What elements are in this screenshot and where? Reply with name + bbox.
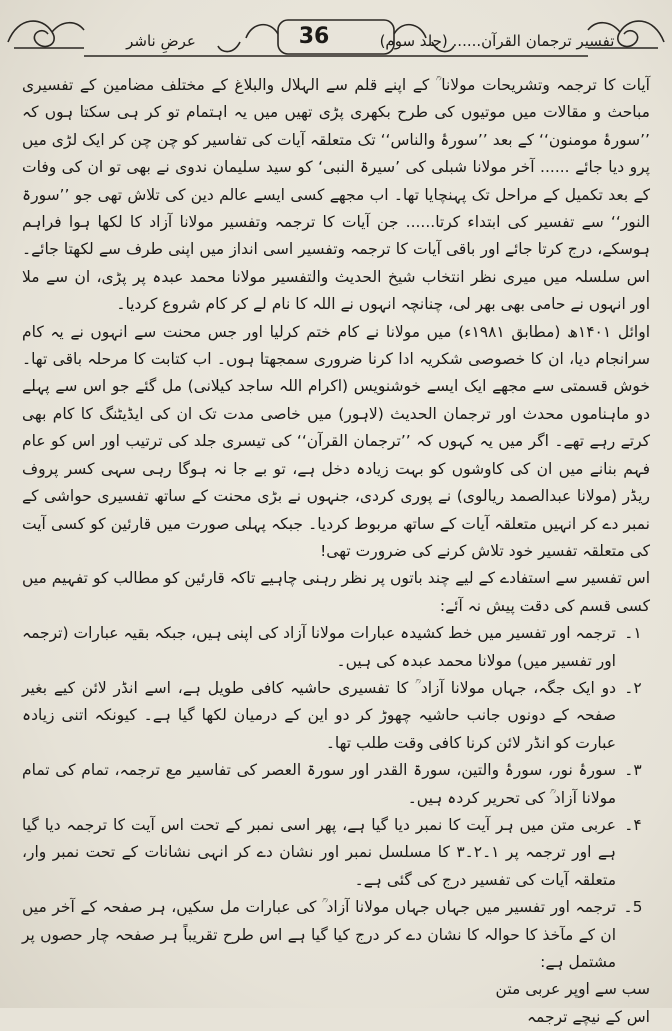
list-item: [22, 812, 650, 894]
paragraph-acknowledgement: اوائل ۱۴۰۱ھ (مطابق ۱۹۸۱ء) میں مولانا نے کام ختم کرلیا اور جس محنت سے انہوں نے یہ کام سرانجام دیا، ان کا خصوصی شکریہ ادا کرنا ضروری سمجھتا ہوں۔ اب کتابت کا مرحلہ باقی تھا۔ خوش قسمتی سے مجھے ایک ایسے خوشنویس (اکرام اللہ ساجد کیلانی) مل گئے جو اس سے پہلے دو ماہناموں محدث اور ترجمان الحدیث (لاہور) میں خاصی مدت تک ان کی ایڈیٹنگ کا کام بھی کرتے رہے تھے۔ اگر میں یہ کہوں کہ ’’ترجمان القرآن‘‘ کی تیسری جلد کی ترتیب اور اس کو عام فہم بنانے میں ان کی کاوشوں کو بہت زیادہ دخل ہے، تو بے جا نہ ہوگا رہی سہی کسر پروف ریڈر (مولانا عبدالصمد ریالوی) نے پوری کردی، جنہوں نے بڑی محنت کے ساتھ تفسیری حواشی کے نمبر دے کر انہیں متعلقہ آیات کے ساتھ مربوط کردیا۔ جبکہ پہلی صورت میں قارئین کو کسی آیت کی متعلقہ تفسیر خود تلاش کرنے کی ضرورت تھی!: [22, 322, 651, 560]
header-book-title: تفسیر ترجمان القرآن...... (جلد سوم): [379, 32, 615, 50]
list-item-text: عربی متن میں ہر آیت کا نمبر دیا گیا ہے، پھر اسی نمبر کے تحت اس آیت کا ترجمہ دیا گیا ہے اور ترجمہ پر ۱۔۲۔۳ کا مسلسل نمبر اور نشان دے کر انہی نشانات کے تحت نمبر وار، متعلقہ آیات کی تفسیر درج کی گئی ہے۔: [22, 815, 616, 889]
page-layout-line-1: سب سے اوپر عربی متن: [495, 980, 650, 999]
list-item-number: 5۔: [623, 898, 643, 917]
list-item-number: ۳۔: [624, 761, 642, 780]
list-item-text: سورۂ نور، سورۂ والتین، سورۃ القدر اور سورۃ العصر کی تفاسیر مع ترجمہ، تمام کی تمام مولانا آزاد ؒ کی تحریر کردہ ہیں۔: [22, 761, 616, 807]
paragraph-intro: آیات کا ترجمہ وتشریحات مولانا ؒ کے اپنے قلم سے الہلال والبلاغ کے مختلف مضامین کے تفسیری مباحث و مقالات میں موتیوں کی طرح بکھری پڑی تھیں میں یہ اہتمام تو کر ہی سکتا ہوں کہ ’’سورۂ مومنون‘‘ کے بعد ’’سورۂ والناس‘‘ تک متعلقہ آیات کی تفاسیر کو چن چن کر ایک لڑی میں پرو دیا جائے ...... آخر مولانا شبلی کی ’سیرۃ النبی‘ کو سید سلیمان ندوی نے بھی تو ان کی وفات کے بعد تکمیل کے مراحل تک پہنچایا تھا۔ اب مجھے کسی ایسے عالم دین کی تلاش تھی جو ’’سورۃ النور‘‘ سے تفسیر کی ابتداء کرتا...... جن آیات کا ترجمہ وتفسیر مولانا آزاد کا لکھا ہوا فراہم ہوسکے، درج کرتا جائے اور باقی آیات کا ترجمہ وتفسیر اسی انداز میں اپنی طرف سے لکھتا جائے۔ اس سلسلہ میں میری نظر انتخاب شیخ الحدیث والتفسیر مولانا محمد عبدہ پر پڑی، ان سے ملا اور انہوں نے حامی بھی بھر لی، چنانچہ انہوں نے اللہ کا نام لے کر کام شروع کردیا۔: [22, 76, 650, 314]
list-item-text: دو ایک جگہ، جہاں مولانا آزاد ؒ کا تفسیری حاشیہ کافی طویل ہے، اسے انڈر لائن کیے بغیر صفحہ کے دونوں جانب حاشیہ چھوڑ کر دو این کے درمیان لکھا گیا ہے۔ کیونکہ اتنی زیادہ عبارت کو انڈر لائن کرنا کافی وقت طلب تھا۔: [22, 678, 616, 752]
header-section-title: عرضِ ناشر: [126, 32, 196, 50]
page-header: [0, 8, 672, 64]
list-item-number: ۴۔: [624, 815, 642, 834]
page-body: [22, 72, 651, 1026]
page-layout-line-2: اس کے نیچے ترجمہ: [526, 1007, 650, 1026]
list-item-number: ۲۔: [624, 678, 642, 697]
list-item: [22, 894, 650, 976]
list-item: [22, 757, 650, 812]
list-item: [22, 620, 650, 675]
list-item: [22, 675, 650, 757]
page-number: 36: [298, 24, 330, 49]
list-item-text: ترجمہ اور تفسیر میں خط کشیدہ عبارات مولانا آزاد کی اپنی ہیں، جبکہ بقیہ عبارات (ترجمہ اور تفسیر میں) مولانا محمد عبدہ کی ہیں۔: [22, 624, 616, 670]
list-item-text: ترجمہ اور تفسیر میں جہاں جہاں مولانا آزاد ؒ کی عبارات مل سکیں، ہر صفحہ کے آخر میں ان کے مآخذ کا حوالہ کا نشان دے کر درج کیا گیا ہے اس طرح تقریباً ہر صفحہ چار حصوں پر مشتمل ہے:: [22, 898, 616, 971]
paragraph-usage-notes: اس تفسیر سے استفادے کے لیے چند باتوں پر نظر رہنی چاہیے تاکہ قارئین کو مطالب کو تفہیم میں کسی قسم کی دقت پیش نہ آئے:: [22, 569, 650, 615]
list-item-number: ۱۔: [624, 624, 642, 643]
